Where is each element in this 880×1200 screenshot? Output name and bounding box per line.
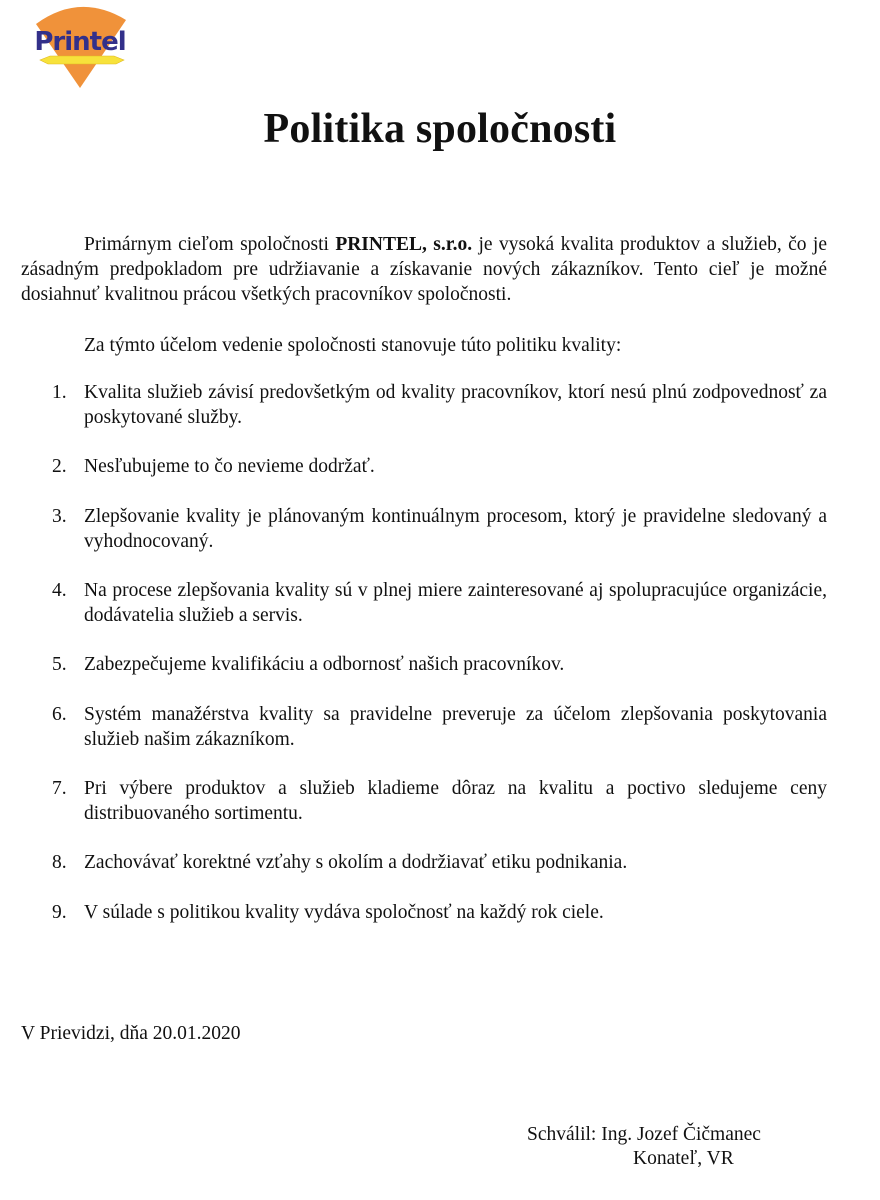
company-name: PRINTEL, s.r.o.: [335, 234, 473, 255]
intro-text-start: Primárnym cieľom spoločnosti: [84, 234, 336, 255]
policy-item-text: Kvalita služieb závisí predovšetkým od kvality pracovníkov, ktorí nesú plnú zodpovednosť za poskytované služby.: [84, 382, 827, 428]
policy-item-number: 8.: [52, 852, 67, 873]
policy-item-text: Na procese zlepšovania kvality sú v plnej miere zainteresované aj spolupracujúce organizácie, dodávatelia služieb a servis.: [84, 580, 827, 626]
policy-item-text: Pri výbere produktov a služieb kladieme dôraz na kvalitu a poctivo sledujeme ceny distribuovaného sortimentu.: [84, 778, 827, 824]
intro-paragraph: [21, 232, 827, 307]
policy-item-text: Zachovávať korektné vzťahy s okolím a dodržiavať etiku podnikania.: [84, 852, 628, 873]
page-title: Politika spoločnosti: [263, 106, 617, 152]
policy-item-number: 2.: [52, 456, 67, 477]
policy-item-number: 3.: [52, 506, 67, 527]
logo-text: Printel: [34, 27, 126, 57]
logo-ribbon: [40, 56, 124, 64]
policy-item-text: Nesľubujeme to čo nevieme dodržať.: [84, 456, 375, 477]
printel-logo: [30, 0, 132, 90]
approved-by: Schválil: Ing. Jozef Čičmanec: [527, 1124, 761, 1145]
policy-item-text: Systém manažérstva kvality sa pravidelne preveruje za účelom zlepšovania poskytovania služieb našim zákazníkom.: [84, 704, 827, 750]
policy-lead: Za týmto účelom vedenie spoločnosti stanovuje túto politiku kvality:: [84, 335, 622, 356]
intro-text-end: je vysoká kvalita produktov a služieb, čo je zásadným predpokladom pre udržiavanie a získavanie nových zákazníkov. Tento cieľ je možné dosiahnuť kvalitnou prácou všetkých pracovníkov spoločnosti.: [21, 234, 827, 305]
policy-item-text: Zabezpečujeme kvalifikáciu a odbornosť našich pracovníkov.: [84, 654, 565, 675]
policy-item-number: 6.: [52, 704, 67, 725]
policy-item-number: 1.: [52, 382, 67, 403]
policy-item-text: V súlade s politikou kvality vydáva spoločnosť na každý rok ciele.: [84, 902, 604, 923]
policy-item-number: 4.: [52, 580, 67, 601]
place-and-date: V Prievidzi, dňa 20.01.2020: [21, 1023, 241, 1044]
policy-item-number: 9.: [52, 902, 67, 923]
approver-role: Konateľ, VR: [633, 1148, 734, 1169]
policy-item-number: 5.: [52, 654, 67, 675]
policy-item-text: Zlepšovanie kvality je plánovaným kontinuálnym procesom, ktorý je pravidelne sledovaný a vyhodnocovaný.: [84, 506, 827, 552]
policy-item-number: 7.: [52, 778, 67, 799]
